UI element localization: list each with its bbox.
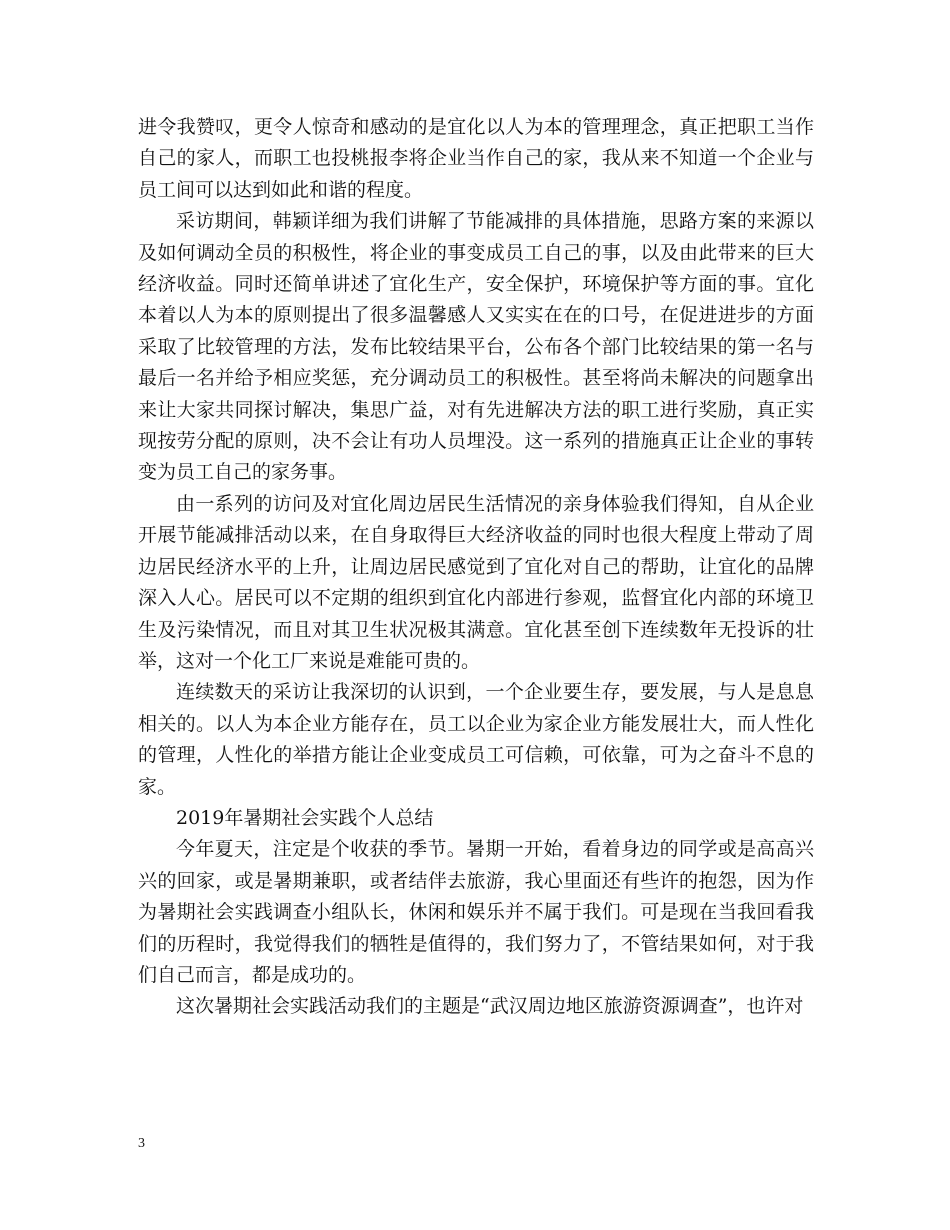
paragraph-6: 这次暑期社会实践活动我们的主题是“武汉周边地区旅游资源调查”，也许对 [176,995,804,1018]
section-heading: 2019年暑期社会实践个人总结 [176,806,434,829]
paragraph-2: 采访期间，韩颖详细为我们讲解了节能减排的具体措施，思路方案的来源以及如何调动全员的积极性，将企业的事变成员工自己的事，以及由此带来的巨大经济收益。同时还简单讲述了宜化生产，安全保护，环境保护等方面的事。宜化本着以人为本的原则提出了很多温馨感人又实实在在的口号，在促进进步的方面采取了比较管理的方法，发布比较结果平台，公布各个部门比较结果的第一名与最后一名并给予相应奖惩，充分调动员工的积极性。甚至将尚未解决的问题拿出来让大家共同探讨解决，集思广益，对有先进解决方法的职工进行奖励，真正实现按劳分配的原则，决不会让有功人员埋没。这一系列的措施真正让企业的事转变为员工自己的家务事。 [138,210,814,484]
paragraph-3: 由一系列的访问及对宜化周边居民生活情况的亲身体验我们得知，自从企业开展节能减排活动以来，在自身取得巨大经济收益的同时也很大程度上带动了周边居民经济水平的上升，让周边居民感觉到了宜化对自己的帮助，让宜化的品牌深入人心。居民可以不定期的组织到宜化内部进行参观，监督宜化内部的环境卫生及污染情况，而且对其卫生状况极其满意。宜化甚至创下连续数年无投诉的壮举，这对一个化工厂来说是难能可贵的。 [138,492,814,672]
paragraph-1: 进令我赞叹，更令人惊奇和感动的是宜化以人为本的管理理念，真正把职工当作自己的家人，而职工也投桃报李将企业当作自己的家，我从来不知道一个企业与员工间可以达到如此和谐的程度。 [138,116,814,201]
document-body [138,112,814,1023]
paragraph-5: 今年夏天，注定是个收获的季节。暑期一开始，看着身边的同学或是高高兴兴的回家，或是暑期兼职，或者结伴去旅游，我心里面还有些许的抱怨，因为作为暑期社会实践调查小组队长，休闲和娱乐并不属于我们。可是现在当我回看我们的历程时，我觉得我们的牺牲是值得的，我们努力了，不管结果如何，对于我们自己而言，都是成功的。 [138,838,814,986]
page-number: 3 [138,1136,145,1151]
paragraph-4: 连续数天的采访让我深切的认识到，一个企业要生存，要发展，与人是息息相关的。以人为本企业方能存在，员工以企业为家企业方能发展壮大，而人性化的管理，人性化的举措方能让企业变成员工可信赖，可依靠，可为之奋斗不息的家。 [138,681,814,798]
